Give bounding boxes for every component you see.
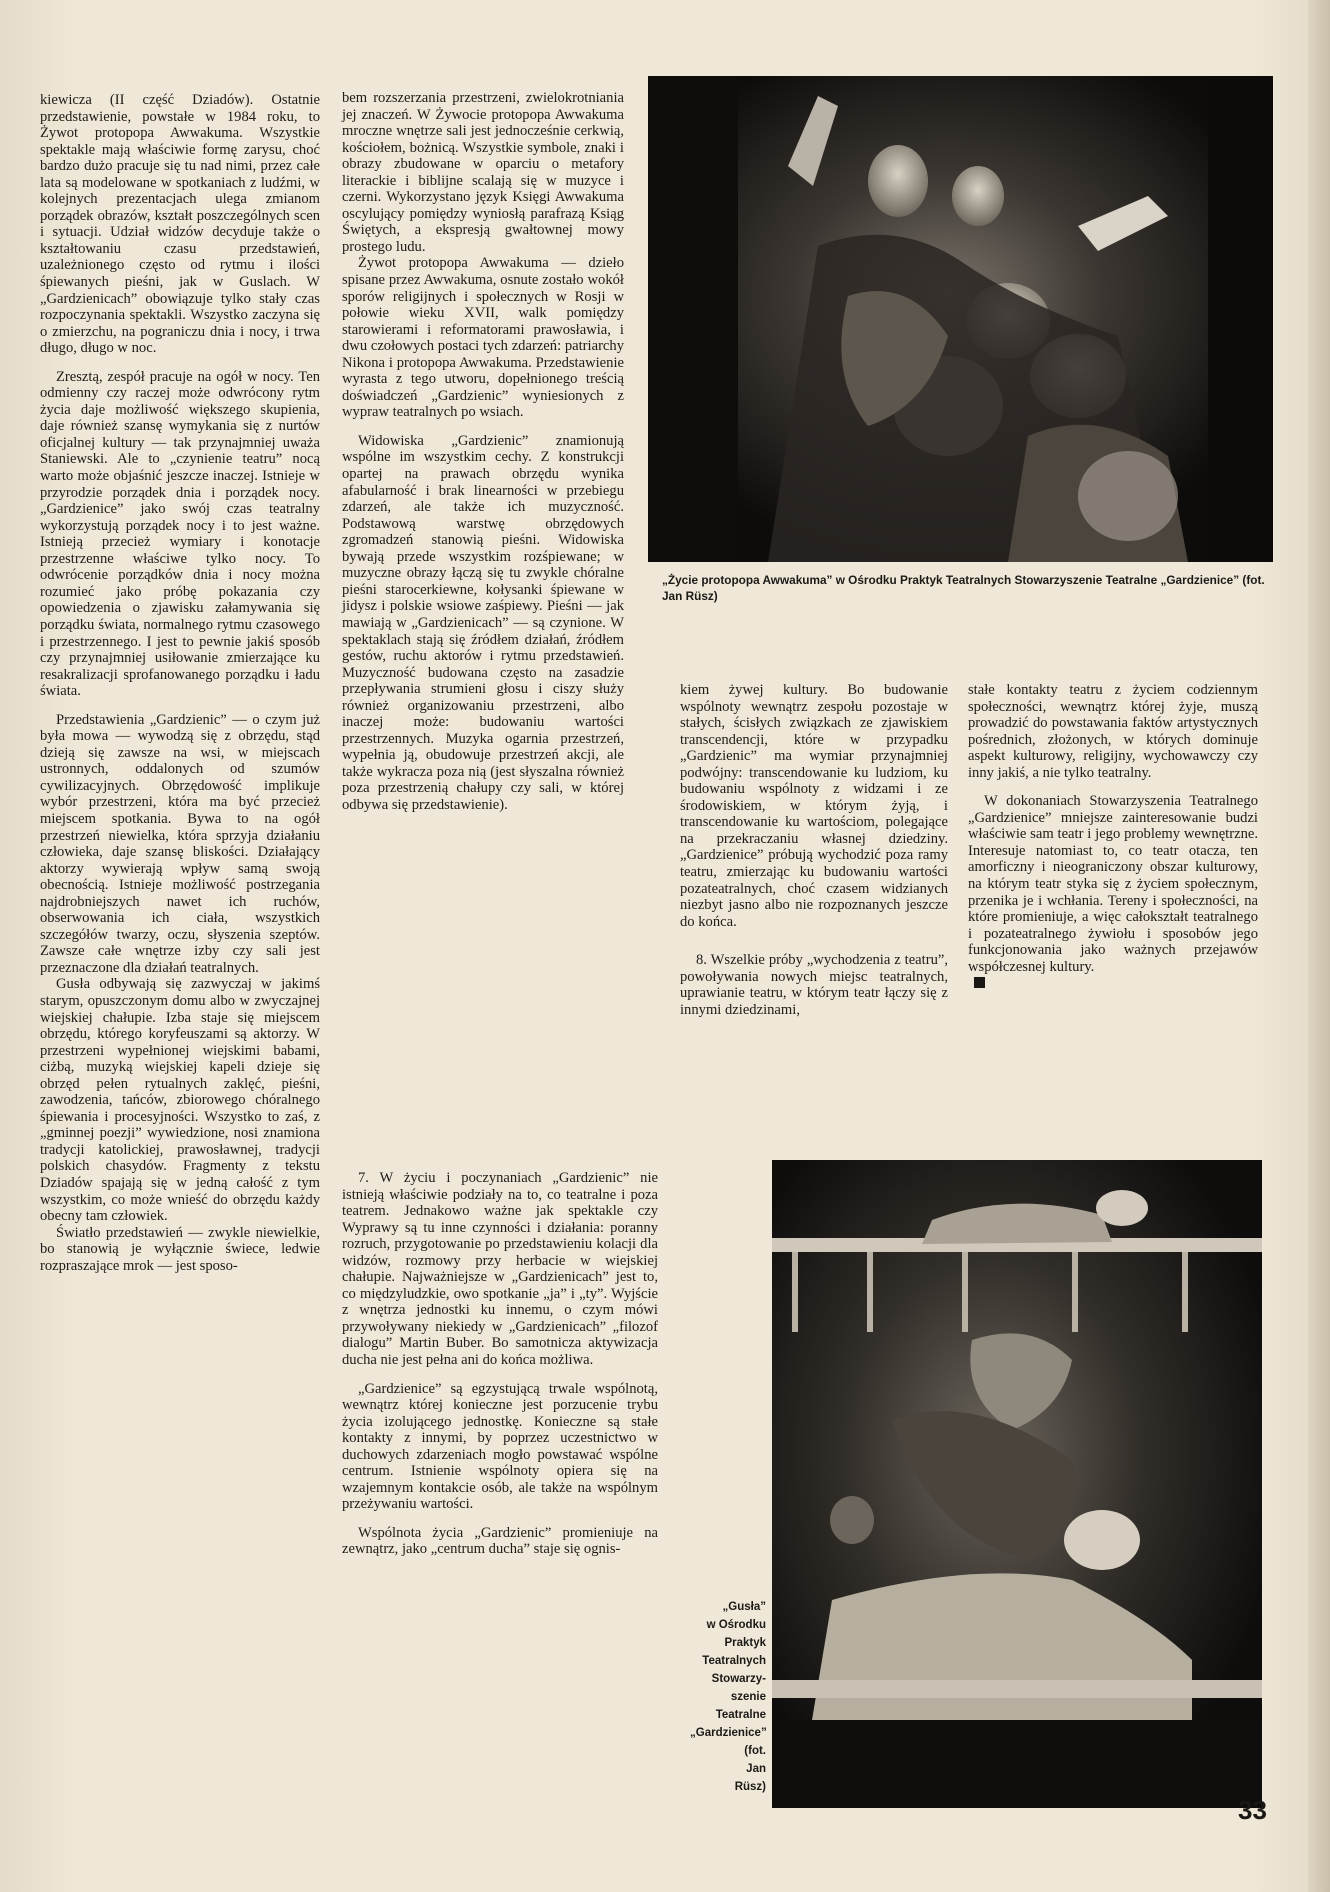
page-edge	[1308, 0, 1330, 1892]
paragraph: kiewicza (II część Dziadów). Ostatnie przedstawienie, powstałe w 1984 roku, to Żywot protopopa Awwakuma. Wszystkie spektakle mają właściwie formę zarysu, choć bardzo dużo pracuje się tu nad nimi, przez całe lata są modelowane w spotkaniach z ludźmi, w kolejnych prezentacjach ulega zmianom porządek obrazów, kształt poszczególnych scen i sytuacji. Udział widzów decyduje także o kształtowaniu czasu przedstawień, uzależnionego często od rytmu i ilości śpiewanych pieśni, jak w Guslach. W „Gardzienicach” obowiązuje tylko stały czas rozpoczynania spektakli. Wszystko zaczyna się o zmierzchu, na pograniczu dnia i nocy, i trwa długo, długo w noc.	[40, 92, 320, 357]
caption-line: Jan	[746, 1763, 766, 1775]
caption-line: Rüsz)	[734, 1781, 766, 1793]
section-7-paragraph: 7. W życiu i poczynaniach „Gardzienic” nie istnieją właściwie podziały na to, co teatralne i poza teatrem. Jednakowo ważne jak spektakle czy Wyprawy są tu inne czynności i działania: poranny rozruch, przygotowanie po przedstawieniu kolacji dla widzów, rozmowy przy herbacie w wiejskiej chałupie. Najważniejsze w „Gardzienicach” jest to, co międzyludzkie, owo spotkanie „ja” i „ty”. Wyjście z wnętrza jednostki ku innemu, o czym mówi przywoływany niekiedy w „Gardzienicach” „filozof dialogu” Martin Buber. Bo samotnicza aktywizacja ducha nie jest pełna ani do końca możliwa.	[342, 1170, 658, 1369]
paragraph: Przedstawienia „Gardzienic” — o czym już była mowa — wywodzą się z obrzędu, stąd dzieją się zawsze na wsi, w miejscach ustronnych, oddalonych od szumów cywilizacyjnych. Obrzędowość implikuje wybór przestrzeni, która ma być przecież miejscem spotkania. Bywa to na ogół przestrzeń niewielka, która sprzyja działaniu człowieka, daje szansę bliskości. Działający aktorzy wywierają wpływ samą swoją obecnością. Istnieje możliwość postrzegania najdrobniejszych nawet ich ruchów, obserwowania ich ciała, wszystkich szczegółów twarzy, oczu, słyszenia szeptów. Zawsze całe wnętrze izby czy sali jest przeznaczone dla działań teatralnych.	[40, 711, 320, 976]
text-column-1	[40, 92, 320, 1274]
paragraph: Widowiska „Gardzienic” znamionują wspólne im wszystkim cechy. Z konstrukcji opartej na prawach obrzędu wynika afabularność i brak linearności w przebiegu zdarzeń, ale także ich muzyczność. Podstawową warstwę obrzędowych zgromadzeń stanowią pieśni. Widowiska bywają przede wszystkim rozśpiewane; w muzyczne obrazy łączą się tu zwykle chóralne pieśni starocerkiewne, kołysanki śpiewane w jidysz i polskie wsiowe zaśpiewy. Pieśni — jak mawiają w „Gardzienicach” — są czynione. W spektaklach stają się źródłem działań, źródłem gestów, ruchu aktorów i rytmu przedstawień. Muzyczność budowana często na zasadzie przepływania strumieni głosu i ciszy służy również organizowaniu przestrzeni, albo inaczej może: budowaniu wartości przestrzennych. Muzyka ogarnia przestrzeń, wypełnia ją, obudowuje przestrzeń akcji, ale także wykracza poza nią (jest słyszalna również poza przestrzenią chałupy czy sali, w której odbywa się przedstawienie).	[342, 432, 624, 813]
paragraph: kiem żywej kultury. Bo budowanie wspólnoty wewnątrz zespołu pozostaje w stałych, ścisłych związkach ze zjawiskiem transcendencji, które w przypadku „Gardzienic” ma wymiar przynajmniej podwójny: transcendowanie ku ludziom, ku budowaniu wspólnoty z widzami i ze środowiskiem, w którym żyją, i transcendowanie ku wartościom, polegające na przekraczaniu własnej dziedziny. „Gardzienice” próbują wychodzić poza ramy teatru, zmierzając ku budowaniu wartości pozateatralnych, choć czasem widzianych niezbyt jasno albo nie rozpoznanych jeszcze do końca.	[680, 682, 948, 930]
caption-line: Praktyk	[724, 1637, 766, 1649]
text-column-4	[680, 682, 948, 1018]
caption-line: szenie	[730, 1691, 766, 1703]
section-8-paragraph: 8. Wszelkie próby „wychodzenia z teatru”, powoływania nowych miejsc teatralnych, uprawianie teatru, w którym teatr łączy się z innymi dziedzinami,	[680, 952, 948, 1018]
text-column-2	[342, 90, 624, 814]
paragraph: Żywot protopopa Awwakuma — dzieło spisane przez Awwakuma, osnute zostało wokół sporów religijnych i społecznych w Rosji w połowie wieku XVII, walk pomiędzy starowierami i reformatorami prawosławia, i dwu czołowych postaci tych zdarzeń: patriarchy Nikona i protopopa Awwakuma. Przedstawienie wyrasta z tego utworu, dopełnionego treścią doświadczeń „Gardzienic” wyniesionych z wypraw teatralnych po wsiach.	[342, 255, 624, 421]
paragraph: W dokonaniach Stowarzyszenia Teatralnego „Gardzienice” mniejsze zainteresowanie budzi właściwie sam teatr i jego problemy wewnętrzne. Interesuje natomiast to, co teatr otacza, ten amorficzny i nieograniczony obszar kulturowy, na którym teatr styka się z życiem społecznym, przenika je i wchłania. Tereny i społeczności, na które promieniuje, a więc całokształt teatralnego i pozateatralnego żywiołu i sposobów jego funkcjonowania jako ważnych przejawów współczesnej kultury.	[968, 793, 1258, 975]
end-of-article-mark	[974, 977, 985, 988]
paragraph: Gusła odbywają się zazwyczaj w jakimś starym, opuszczonym domu albo w zwyczajnej wiejskiej chałupie. Izba staje się miejscem obrzędu, którego koryfeuszami są aktorzy. W przestrzeni wypełnionej wiejskimi babami, ciżbą, muzyką wiejskiej kapeli dzieje się obrzęd pełen rytualnych zaklęć, pieśni, zawodzenia, tańców, zbiorowego chóralnego śpiewania i procesyjności. Wszystko to zaś, z „gminnej poezji” wywiedzione, nosi znamiona tradycji katolickiej, prawosławnej, tradycji polskich chasydów. Fragmenty z tekstu Dziadów spajają się w jedną całość z tym wszystkim, co może wnieść do obrzędu każdy obecny tam człowiek.	[40, 976, 320, 1225]
text-column-3	[342, 1170, 658, 1558]
caption-line: Stowarzy-	[711, 1673, 766, 1685]
paragraph: bem rozszerzania przestrzeni, zwielokrotniania jej znaczeń. W Żywocie protopopa Awwakuma mroczne wnętrze sali jest jednocześnie cerkwią, kościołem, bożnicą. Wszystkie symbole, znaki i obrazy zbudowane w oparciu o metafory literackie i biblijne scalają się w muzyce i czerni. Wykorzystano język Księgi Awwakuma oscylujący pomiędzy wyniosłą parafrazą Ksiąg Świętych, a ekspresją gwałtownej mowy prostego ludu.	[342, 90, 624, 255]
performance-photo-gusla	[772, 1160, 1262, 1808]
caption-line: (fot.	[744, 1745, 766, 1757]
paragraph: Światło przedstawień — zwykle niewielkie, bo stanowią je wyłącznie świece, ledwie rozpraszające mrok — jest sposo-	[40, 1224, 320, 1274]
caption-line: w Ośrodku	[706, 1619, 766, 1631]
paragraph: Zresztą, zespół pracuje na ogół w nocy. Ten odmienny czy raczej może odwrócony rytm życia daje możliwość większego skupienia, daje również szansę wymykania się z nurtów oficjalnej kultury — tak przynajmniej uważa Staniewski. Ale to „czynienie teatru” nocą warto może objaśnić jeszcze inaczej. Istnieje w przyrodzie porządek dnia i porządek nocy. „Gardzienice” jako swój czas teatralny wykorzystują porządek nocy i to jest ważne. Istnieją przecież wymiary i konotacje przestrzenne właściwe tylko nocy. To odwrócenie porządków dnia i nocy można rozumieć jako próbę pokazania czy opowiedzenia o zjawisku załamywania się porządku świata, normalnego rytmu czasowego i przestrzennego. I jest to pewnie jakiś sposób czy przynajmniej usiłowanie zmierzające ku resakralizacji sprofanowanego porządku i ładu świata.	[40, 368, 320, 700]
text-column-5	[968, 682, 1258, 992]
photo-caption-gusla	[690, 1598, 766, 1796]
caption-line: „Gusła”	[722, 1601, 766, 1613]
paragraph: stałe kontakty teatru z życiem codziennym społeczności, wewnątrz której żyje, muszą prowadzić do powstawania faktów artystycznych pośrednich, złożonych, w których dominuje aspekt kulturowy, religijny, wychowawczy czy inny jakiś, a nie tylko teatralny.	[968, 682, 1258, 781]
caption-line: Teatralnych	[702, 1655, 766, 1667]
caption-line: „Gardzienice”	[690, 1727, 767, 1739]
page-number: 33	[1238, 1795, 1267, 1825]
performance-photo-awwakum	[648, 76, 1273, 562]
caption-line: Teatralne	[715, 1709, 766, 1721]
photo-caption-awwakum: „Życie protopopa Awwakuma” w Ośrodku Praktyk Teatralnych Stowarzyszenie Teatralne „Gardzienice” (fot. Jan Rüsz)	[662, 573, 1265, 603]
paragraph: Wspólnota życia „Gardzienic” promieniuje na zewnątrz, jako „centrum ducha” staje się ognis-	[342, 1524, 658, 1558]
paragraph: „Gardzienice” są egzystującą trwale wspólnotą, wewnątrz której konieczne jest porzucenie trybu życia izolującego jednostkę. Konieczne są stałe kontakty z innymi, by poprzez uczestnictwo w duchowych zdarzeniach mogło powstawać wspólne centrum. Istnienie wspólnoty opiera się na wzajemnym kontakcie osób, ale także na wspólnym przeżywaniu wartości.	[342, 1380, 658, 1513]
